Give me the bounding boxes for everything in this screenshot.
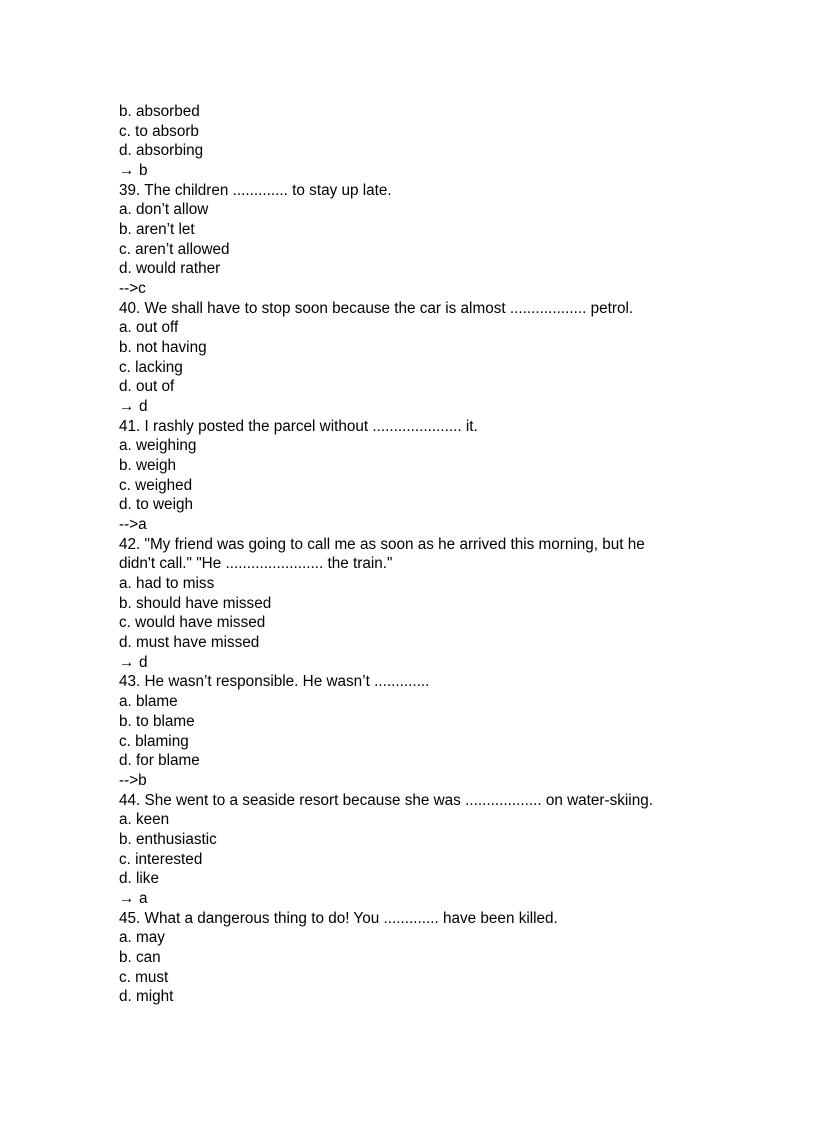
answer-option: b. to blame — [119, 712, 195, 730]
answer-option: a. don’t allow — [119, 201, 209, 219]
answer-key: d — [139, 653, 148, 671]
question-text: 42. "My friend was going to call me as soon as he arrived this morning, but he — [119, 535, 645, 553]
question-text: 43. He wasn’t responsible. He wasn’t ............. — [119, 673, 430, 691]
answer-option: d. would rather — [119, 260, 221, 278]
answer-option: a. keen — [119, 811, 170, 829]
answer-key: d — [139, 398, 148, 416]
answer-option: a. weighing — [119, 437, 197, 455]
answer-key: -->a — [119, 516, 147, 534]
answer-option: b. absorbed — [119, 103, 200, 120]
answer-key: -->b — [119, 771, 147, 789]
question-text: didn't call." "He ....................... the train." — [119, 555, 393, 573]
answer-key: -->c — [119, 280, 146, 298]
answer-option: a. had to miss — [119, 575, 215, 593]
document-body — [119, 102, 719, 1007]
answer-option: c. interested — [119, 850, 203, 868]
answer-key-line — [119, 889, 719, 909]
answer-option: b. can — [119, 948, 161, 966]
question-text: 39. The children ............. to stay up late. — [119, 181, 392, 199]
right-arrow-icon: → — [119, 889, 135, 907]
answer-key-line — [119, 397, 719, 417]
answer-option: d. absorbing — [119, 142, 204, 160]
answer-option: d. to weigh — [119, 496, 193, 514]
right-arrow-icon: → — [119, 162, 135, 180]
answer-option: a. blame — [119, 693, 178, 711]
answer-option: d. for blame — [119, 752, 200, 770]
answer-option: b. not having — [119, 339, 207, 357]
right-arrow-icon: → — [119, 398, 135, 416]
question-text: 40. We shall have to stop soon because the car is almost .................. petrol. — [119, 299, 634, 317]
answer-option: c. aren’t allowed — [119, 240, 230, 258]
question-text: 41. I rashly posted the parcel without ..................... it. — [119, 417, 478, 435]
answer-option: a. may — [119, 929, 165, 947]
answer-option: c. would have missed — [119, 614, 266, 632]
answer-option: b. should have missed — [119, 594, 272, 612]
answer-option: c. to absorb — [119, 122, 199, 140]
answer-option: b. aren’t let — [119, 221, 195, 239]
answer-option: c. weighed — [119, 476, 193, 494]
question-text: 44. She went to a seaside resort because she was .................. on water-skiing. — [119, 791, 653, 809]
answer-option: d. must have missed — [119, 634, 260, 652]
right-arrow-icon: → — [119, 653, 135, 671]
answer-option: c. must — [119, 968, 169, 986]
answer-option: c. blaming — [119, 732, 189, 750]
answer-key: a — [139, 889, 148, 907]
question-text: 45. What a dangerous thing to do! You ............. have been killed. — [119, 909, 558, 927]
answer-option: d. like — [119, 870, 159, 888]
answer-option: d. might — [119, 988, 174, 1006]
answer-key-line — [119, 653, 719, 673]
answer-option: b. weigh — [119, 457, 176, 475]
answer-key: b — [139, 162, 148, 180]
answer-option: b. enthusiastic — [119, 830, 217, 848]
answer-option: a. out off — [119, 319, 179, 337]
answer-option: c. lacking — [119, 358, 183, 376]
answer-option: d. out of — [119, 378, 175, 396]
answer-key-line — [119, 161, 719, 181]
